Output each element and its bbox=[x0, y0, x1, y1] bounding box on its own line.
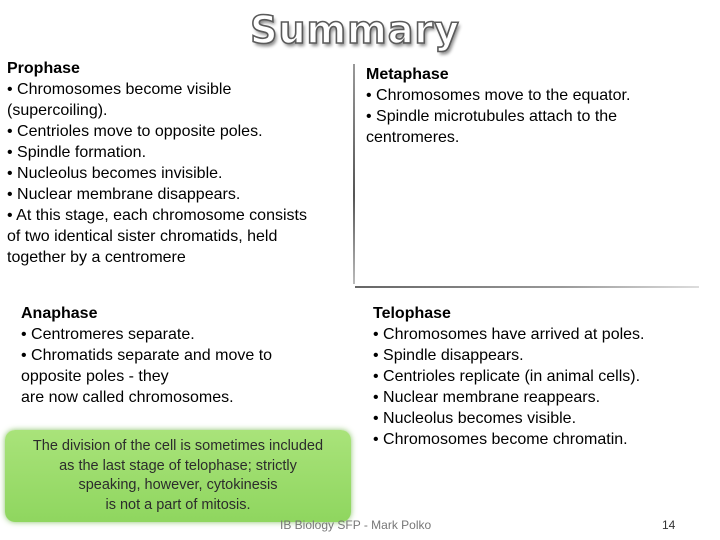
prophase-line: • At this stage, each chromosome consists bbox=[7, 207, 307, 224]
telophase-line: • Centrioles replicate (in animal cells). bbox=[373, 368, 641, 385]
note-line: as the last stage of telophase; strictly bbox=[59, 457, 297, 474]
page-number: 14 bbox=[662, 518, 676, 532]
anaphase-line: are now called chromosomes. bbox=[21, 389, 234, 406]
prophase-line: • Chromosomes become visible bbox=[7, 81, 232, 98]
footer-text: IB Biology SFP - Mark Polko bbox=[280, 518, 432, 532]
metaphase-line: centromeres. bbox=[366, 129, 460, 146]
vertical-divider bbox=[353, 64, 355, 284]
prophase-line: • Spindle formation. bbox=[7, 144, 147, 161]
note-line: speaking, however, cytokinesis bbox=[78, 477, 278, 493]
cytokinesis-note-box bbox=[5, 430, 351, 522]
prophase-line: • Centrioles move to opposite poles. bbox=[7, 123, 263, 140]
telophase-line: • Nucleolus becomes visible. bbox=[373, 410, 577, 427]
anaphase-line: opposite poles - they bbox=[21, 368, 169, 385]
metaphase-heading: Metaphase bbox=[366, 66, 449, 83]
slide-title: Summary bbox=[250, 8, 460, 52]
metaphase-section bbox=[366, 64, 696, 148]
telophase-line: • Spindle disappears. bbox=[373, 347, 524, 364]
note-line: is not a part of mitosis. bbox=[105, 496, 251, 513]
prophase-line: together by a centromere bbox=[7, 249, 186, 266]
telophase-line: • Chromosomes have arrived at poles. bbox=[373, 326, 645, 343]
prophase-line: • Nucleolus becomes invisible. bbox=[7, 165, 223, 182]
metaphase-line: • Spindle microtubules attach to the bbox=[366, 108, 618, 125]
anaphase-line: • Chromatids separate and move to bbox=[21, 347, 273, 364]
telophase-line: • Chromosomes become chromatin. bbox=[373, 431, 628, 448]
telophase-section bbox=[373, 303, 703, 450]
horizontal-divider bbox=[355, 286, 699, 288]
note-line: The division of the cell is sometimes included bbox=[32, 438, 324, 454]
anaphase-line: • Centromeres separate. bbox=[21, 326, 195, 343]
anaphase-section bbox=[21, 303, 351, 408]
prophase-line: • Nuclear membrane disappears. bbox=[7, 186, 241, 203]
prophase-line: of two identical sister chromatids, held bbox=[7, 228, 278, 245]
prophase-section bbox=[7, 58, 352, 268]
prophase-heading: Prophase bbox=[7, 60, 80, 77]
prophase-line: (supercoiling). bbox=[7, 102, 108, 119]
metaphase-line: • Chromosomes move to the equator. bbox=[366, 87, 631, 104]
telophase-line: • Nuclear membrane reappears. bbox=[373, 389, 601, 406]
telophase-heading: Telophase bbox=[373, 305, 451, 322]
anaphase-heading: Anaphase bbox=[21, 305, 98, 322]
